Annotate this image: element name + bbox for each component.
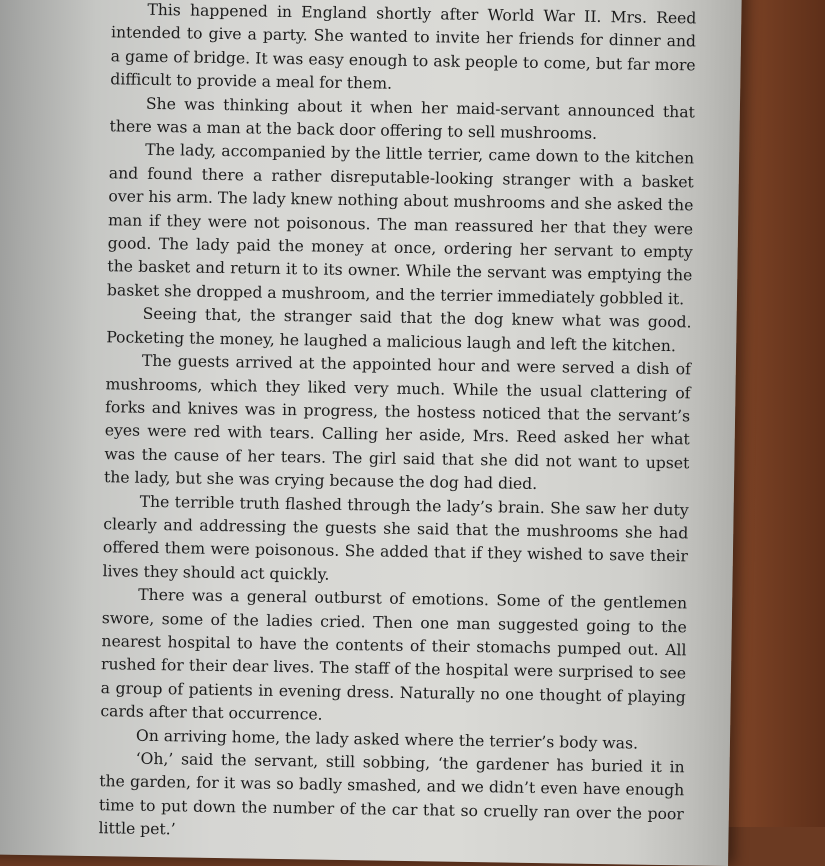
paragraph-5: The guests arrived at the appointed hour and were served a dish of mushrooms, which they liked very much. While the usual clattering of forks and knives was in progress, the hostess noticed that the servant’s eyes were red with tears. Calling her aside, Mrs. Reed asked her what was the cause of her tears. The girl said that she did not want to upset the lady, but she was crying because the dog had died. bbox=[103, 351, 691, 494]
paragraph-9: ‘Oh,’ said the servant, still sobbing, ‘the gardener has buried it in the garden, for it was so badly smashed, and we didn’t even have enough time to put down the number of the car that so cruelly ran over the poor little pet.’ bbox=[98, 749, 685, 839]
paragraph-4: Seeing that, the stranger said that the dog knew what was good. Pocketing the money, he laughed a malicious laugh and left the kitchen. bbox=[106, 305, 692, 355]
paragraph-2: She was thinking about it when her maid-servant announced that there was a man at the back door offering to sell mushrooms. bbox=[109, 94, 696, 143]
paragraph-1: This happened in England shortly after World War II. Mrs. Reed intended to give a party. She wanted to invite her friends for dinner and a game of bridge. It was easy enough to ask people to come, but far more difficult to provide a meal for them. bbox=[110, 0, 697, 93]
paragraph-7: There was a general outburst of emotions. Some of the gentlemen swore, some of the ladies cried. Then one man suggested going to the nearest hospital to have the contents of their stomachs pumped out. All rushed for their dear lives. The staff of the hospital were surprised to see a group of patients in evening dress. Naturally no one thought of playing cards after that occurrence. bbox=[100, 585, 688, 724]
paragraph-8: On arriving home, the lady asked where the terrier’s body was. bbox=[135, 726, 639, 753]
paragraph-6: The terrible truth flashed through the lady’s brain. She saw her duty clearly and addressing the guests she said that the mushrooms she had offered them were poisonous. She added that if they wished to save their lives they should act quickly. bbox=[102, 492, 689, 584]
page-text bbox=[98, 0, 696, 850]
paragraph-3: The lady, accompanied by the little terrier, came down to the kitchen and found there a rather disreputable-looking stranger with a basket over his arm. The lady knew nothing about mushrooms and she asked the man if they were not poisonous. The man reassured her that they were good. The lady paid the money at once, ordering her servant to empty the basket and return it to its owner. While the servant was emptying the basket she dropped a mushroom, and the terrier immediately gobbled it. bbox=[106, 141, 695, 309]
